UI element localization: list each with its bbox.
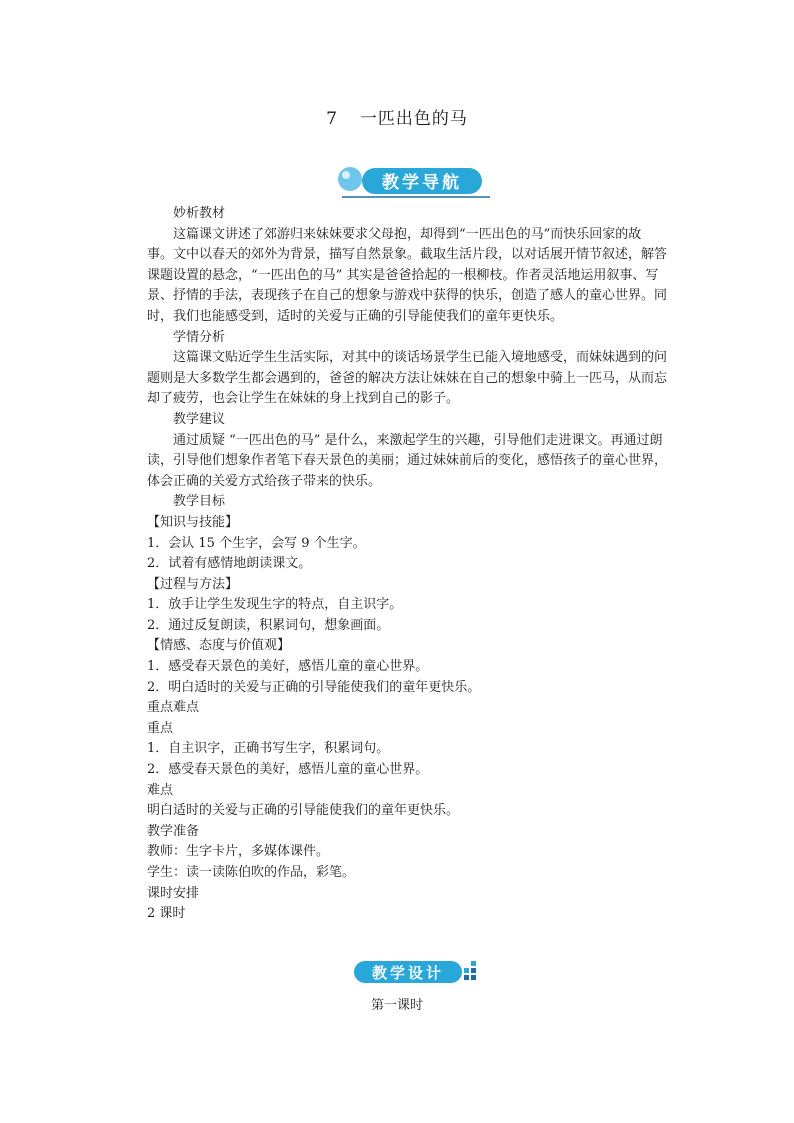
teaching-nav-label: 教学导航 [382, 173, 462, 193]
prep-student: 学生：读一读陈伯吹的作品，彩笔。 [147, 865, 356, 880]
schedule-value: 2 课时 [147, 906, 186, 922]
goals-heading: 教学目标 [173, 494, 226, 510]
grid-squares-icon [464, 961, 476, 980]
schedule-heading: 课时安排 [147, 885, 200, 901]
focus-item: 1．自主识字，正确书写生字，积累词句。 [147, 741, 390, 757]
focus-label: 重点 [147, 720, 174, 736]
banner-bubble-icon [338, 167, 362, 191]
lesson-period-title: 第一课时 [370, 998, 423, 1013]
goal-item: 2．试着有感情地朗读课文。 [147, 556, 312, 572]
goal-item: 1．放手让学生发现生字的特点，自主识字。 [147, 597, 403, 613]
lesson-number: 7 [326, 109, 338, 129]
goal-item: 1．会认 15 个生字，会写 9 个生字。 [147, 535, 366, 551]
main-content [147, 204, 667, 925]
section-paragraph: 这篇课文贴近学生生活实际，对其中的谈话场景学生已能入境地感受，而妹妹遇到的问题则是大多数学生都会遇到的，爸爸的解决方法让妹妹在自己的想象中骑上一匹马，从而忘却了疲劳，也会让学生在妹妹的身上找到自己的影子。 [147, 350, 668, 407]
goal-item: 1．感受春天景色的美好，感悟儿童的童心世界。 [147, 659, 429, 675]
goal-item: 2．明白适时的关爱与正确的引导能使我们的童年更快乐。 [147, 679, 481, 695]
page-title [0, 104, 794, 129]
focus-item: 2．感受春天景色的美好，感悟儿童的童心世界。 [147, 762, 429, 778]
section-heading: 学情分析 [173, 329, 226, 345]
section-heading: 教学建议 [173, 411, 226, 427]
difficulty-label: 难点 [147, 782, 174, 798]
goal-group-label: 【情感、态度与价值观】 [147, 638, 291, 654]
section-paragraph: 这篇课文讲述了郊游归来妹妹要求父母抱，却得到“一匹出色的马”而快乐回家的故事。文中以春天的郊外为背景，描写自然景象。截取生活片段，以对话展开情节叙述，解答课题设置的悬念，“一匹出色的马” 其实是爸爸拾起的一根柳枝。作者灵活地运用叙事、写景、抒情的手法，表现孩子在自己的想象与游戏中获得的快乐，创造了感人的童心世界。同时，我们也能感受到，适时的关爱与正确的引导能使我们的童年更快乐。 [147, 226, 668, 324]
key-points-heading: 重点难点 [147, 700, 200, 716]
goal-item: 2．通过反复朗读，积累词句，想象画面。 [147, 617, 390, 633]
prep-teacher: 教师：生字卡片，多媒体课件。 [147, 844, 330, 860]
teaching-design-label: 教学设计 [371, 964, 445, 982]
goal-group-label: 【过程与方法】 [147, 576, 239, 592]
lesson-title-text: 一匹出色的马 [359, 109, 468, 129]
prep-heading: 教学准备 [147, 823, 200, 839]
section-heading: 妙析教材 [173, 206, 226, 221]
goal-group-label: 【知识与技能】 [147, 514, 239, 530]
difficulty-text: 明白适时的关爱与正确的引导能使我们的童年更快乐。 [147, 803, 460, 819]
teaching-design-banner [352, 955, 482, 987]
section-paragraph: 通过质疑 “一匹出色的马” 是什么，来激起学生的兴趣，引导他们走进课文。再通过朗读，引导他们想象作者笔下春天景色的美丽；通过妹妹前后的变化，感悟孩子的童心世界，体会正确的关爱方式给孩子带来的快乐。 [147, 432, 668, 489]
teaching-nav-banner [334, 162, 494, 202]
